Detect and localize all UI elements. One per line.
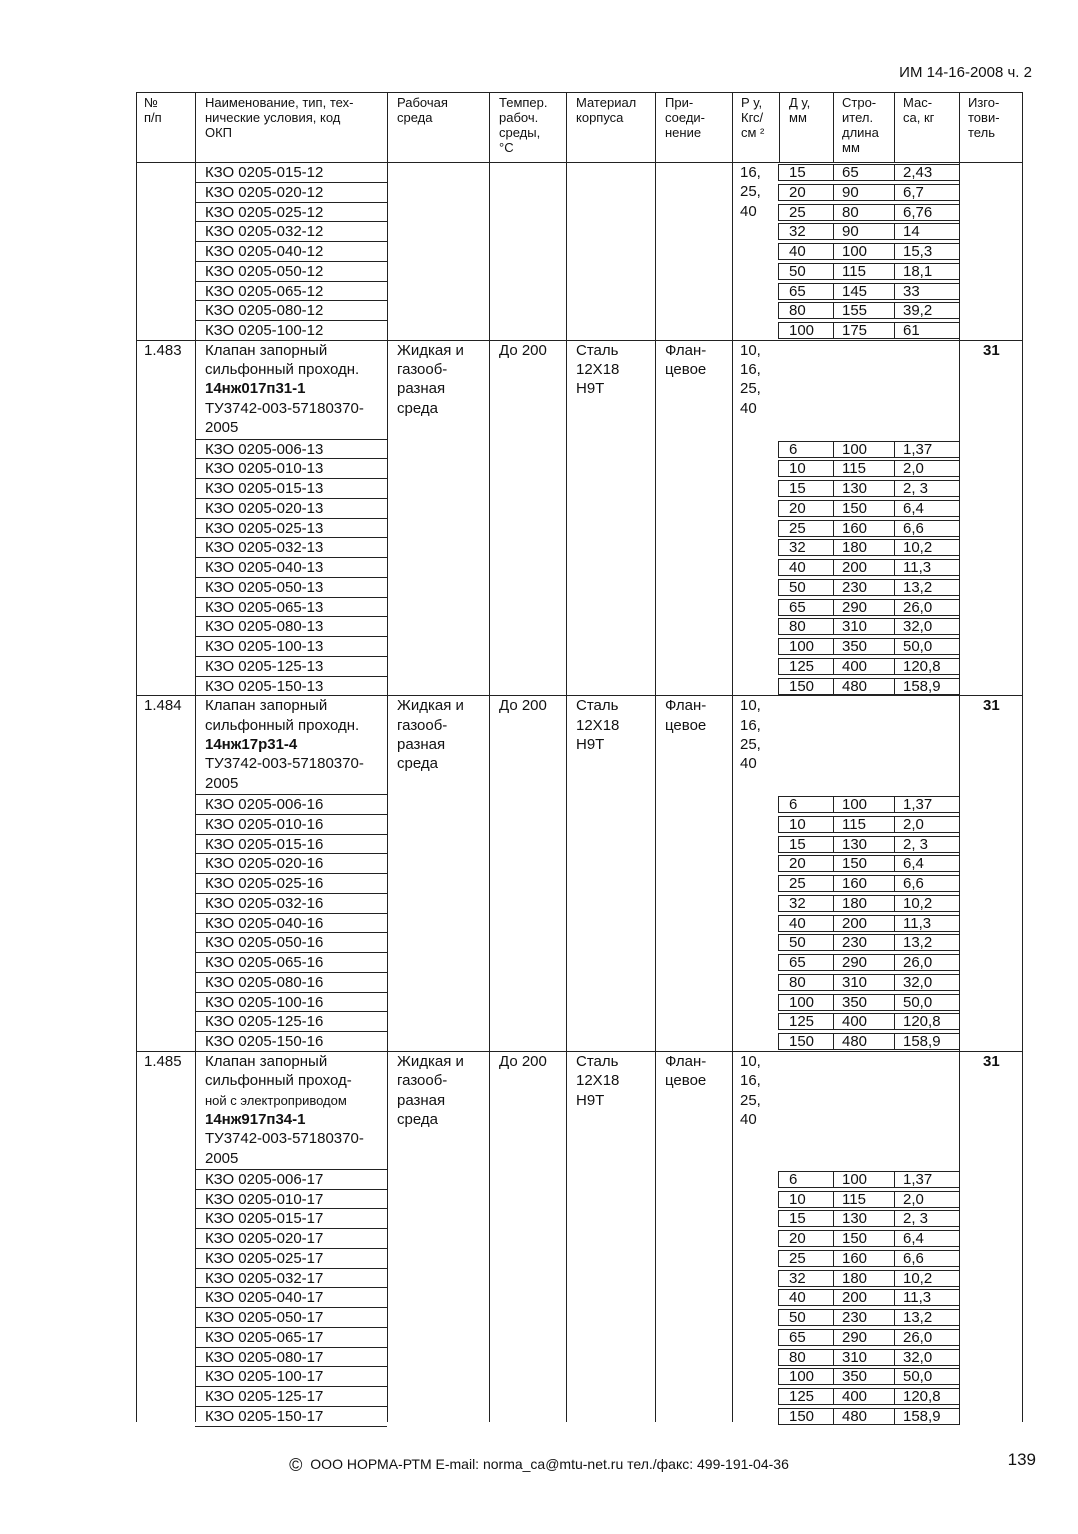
product-code: КЗО 0205-065-16 xyxy=(205,954,324,972)
mass-value: 6,7 xyxy=(903,183,924,201)
mass-value: 14 xyxy=(903,223,920,241)
construction-length: 150 xyxy=(842,1230,868,1248)
column-rule xyxy=(894,92,895,162)
mass-value: 26,0 xyxy=(903,1328,933,1346)
product-code: КЗО 0205-050-17 xyxy=(205,1309,324,1327)
product-code: КЗО 0205-025-17 xyxy=(205,1249,324,1267)
table-top-rule xyxy=(136,92,1022,93)
item-pressure: 10, 16, 25, 40 xyxy=(740,341,761,417)
mass-value: 11,3 xyxy=(903,914,932,932)
item-number: 1.483 xyxy=(144,341,182,359)
product-code: КЗО 0205-040-17 xyxy=(205,1289,324,1307)
dn-cell xyxy=(778,934,834,951)
construction-length: 160 xyxy=(842,1249,868,1267)
nominal-diameter: 20 xyxy=(789,1230,806,1248)
item-connection: Флан- цевое xyxy=(665,697,707,734)
nominal-diameter: 6 xyxy=(789,440,798,458)
nominal-diameter: 150 xyxy=(789,1033,815,1051)
product-code: КЗО 0205-015-16 xyxy=(205,835,324,853)
dn-cell xyxy=(778,480,834,497)
dn-cell xyxy=(778,1289,834,1306)
construction-length: 100 xyxy=(842,243,868,260)
product-code: КЗО 0205-050-12 xyxy=(205,262,324,280)
nominal-diameter: 50 xyxy=(789,578,806,596)
dn-cell xyxy=(778,875,834,892)
item-pressure: 16, 25, 40 xyxy=(740,164,761,220)
header-num: № п/п xyxy=(144,95,162,125)
dn-cell xyxy=(778,1171,834,1188)
item-maker: 31 xyxy=(983,1052,1000,1070)
dn-cell xyxy=(778,263,834,280)
dn-cell xyxy=(778,1230,834,1247)
item-name-line: Клапан запорный xyxy=(205,697,328,715)
product-code: КЗО 0205-010-17 xyxy=(205,1190,324,1208)
dn-cell xyxy=(778,855,834,872)
mass-value: 15,3 xyxy=(903,243,933,260)
construction-length: 310 xyxy=(842,1348,868,1366)
mass-value: 1,37 xyxy=(903,440,933,458)
product-code: КЗО 0205-032-16 xyxy=(205,894,324,912)
dn-cell xyxy=(778,302,834,319)
dn-cell xyxy=(778,460,834,477)
product-code: КЗО 0205-080-13 xyxy=(205,618,324,636)
construction-length: 90 xyxy=(842,183,859,201)
construction-length: 400 xyxy=(842,1388,868,1406)
construction-length: 200 xyxy=(842,1289,868,1307)
construction-length: 180 xyxy=(842,894,868,912)
nominal-diameter: 32 xyxy=(789,539,806,557)
mass-value: 13,2 xyxy=(903,1309,933,1327)
nominal-diameter: 15 xyxy=(789,1210,806,1228)
nominal-diameter: 125 xyxy=(789,1013,815,1031)
nominal-diameter: 40 xyxy=(789,243,806,260)
nominal-diameter: 25 xyxy=(789,875,806,893)
item-name-line: Клапан запорный xyxy=(205,1052,328,1070)
nominal-diameter: 65 xyxy=(789,1328,806,1346)
nominal-diameter: 65 xyxy=(789,598,806,616)
column-rule xyxy=(833,92,834,162)
item-specification-line: ТУ3742-003-57180370- xyxy=(205,755,364,773)
nominal-diameter: 20 xyxy=(789,183,806,201)
product-code: КЗО 0205-065-12 xyxy=(205,282,324,300)
header-connection: При- соеди- нение xyxy=(665,95,705,140)
item-temp: До 200 xyxy=(499,341,547,359)
item-specification-line: ТУ3742-003-57180370- xyxy=(205,399,364,417)
product-code: КЗО 0205-020-12 xyxy=(205,183,324,201)
product-code: КЗО 0205-006-17 xyxy=(205,1170,324,1188)
column-rule xyxy=(732,92,733,1422)
item-specification-line: 2005 xyxy=(205,419,239,437)
mass-value: 2,0 xyxy=(903,460,924,478)
construction-length: 115 xyxy=(842,262,866,280)
product-code: КЗО 0205-025-16 xyxy=(205,875,324,893)
construction-length: 230 xyxy=(842,934,868,952)
product-code: КЗО 0205-125-16 xyxy=(205,1013,324,1031)
mass-value: 6,4 xyxy=(903,855,924,873)
mass-value: 50,0 xyxy=(903,638,933,656)
product-code: КЗО 0205-015-13 xyxy=(205,480,324,498)
mass-value: 2, 3 xyxy=(903,835,929,853)
item-material: Сталь 12Х18 Н9Т xyxy=(576,341,620,398)
dn-cell xyxy=(778,283,834,300)
dn-cell xyxy=(778,1250,834,1267)
construction-length: 200 xyxy=(842,559,868,577)
product-code: КЗО 0205-050-16 xyxy=(205,934,324,952)
document-reference: ИМ 14-16-2008 ч. 2 xyxy=(899,64,1032,81)
item-medium: Жидкая и газооб- разная среда xyxy=(397,1052,464,1128)
mass-value: 61 xyxy=(903,322,920,339)
dn-cell xyxy=(778,539,834,556)
item-specification-line: 2005 xyxy=(205,774,239,792)
dn-cell xyxy=(778,796,834,813)
mass-value: 13,2 xyxy=(903,934,933,952)
product-code: КЗО 0205-050-13 xyxy=(205,578,324,596)
dn-cell xyxy=(778,915,834,932)
mass-value: 33 xyxy=(903,282,920,300)
item-type-designation: 14нж17р31-4 xyxy=(205,735,298,753)
construction-length: 100 xyxy=(842,1170,868,1188)
mass-value: 32,0 xyxy=(903,973,933,991)
product-code: КЗО 0205-010-13 xyxy=(205,460,324,478)
mass-value: 6,4 xyxy=(903,499,924,517)
header-name: Наименование, тип, тех- нические условия, код ОКП xyxy=(205,95,354,140)
item-connection: Флан- цевое xyxy=(665,1052,707,1090)
construction-length: 400 xyxy=(842,657,868,675)
product-code: КЗО 0205-100-16 xyxy=(205,993,324,1011)
construction-length: 310 xyxy=(842,618,868,636)
nominal-diameter: 32 xyxy=(789,223,806,241)
construction-length: 100 xyxy=(842,440,868,458)
nominal-diameter: 15 xyxy=(789,835,806,853)
product-code: КЗО 0205-080-17 xyxy=(205,1348,324,1366)
column-rule xyxy=(566,92,567,1422)
mass-value: 6,4 xyxy=(903,1230,924,1248)
nominal-diameter: 6 xyxy=(789,1170,798,1188)
nominal-diameter: 20 xyxy=(789,499,806,517)
item-material: Сталь 12Х18 Н9Т xyxy=(576,1052,620,1109)
nominal-diameter: 25 xyxy=(789,203,806,221)
product-code: КЗО 0205-006-16 xyxy=(205,796,324,814)
dn-cell xyxy=(778,204,834,221)
nominal-diameter: 15 xyxy=(789,480,806,498)
product-code: КЗО 0205-020-13 xyxy=(205,499,324,517)
mass-value: 18,1 xyxy=(903,262,933,280)
column-rule xyxy=(489,92,490,1422)
mass-value: 158,9 xyxy=(903,677,941,695)
product-code: КЗО 0205-150-16 xyxy=(205,1033,324,1051)
mass-value: 50,0 xyxy=(903,1368,933,1386)
header-material: Материал корпуса xyxy=(576,95,637,125)
nominal-diameter: 50 xyxy=(789,934,806,952)
nominal-diameter: 15 xyxy=(789,164,806,181)
item-number: 1.485 xyxy=(144,1052,182,1070)
mass-value: 2,43 xyxy=(903,164,933,181)
mass-value: 2,0 xyxy=(903,815,924,833)
footer xyxy=(0,1455,1078,1476)
item-number: 1.484 xyxy=(144,697,182,715)
specification-table xyxy=(136,92,1022,1425)
dn-cell xyxy=(778,816,834,833)
construction-length: 130 xyxy=(842,480,868,498)
construction-length: 400 xyxy=(842,1013,868,1031)
construction-length: 480 xyxy=(842,1033,868,1051)
dn-cell xyxy=(778,441,834,458)
product-code: КЗО 0205-020-16 xyxy=(205,855,324,873)
mass-value: 120,8 xyxy=(903,1388,941,1406)
dn-cell xyxy=(778,1349,834,1366)
nominal-diameter: 100 xyxy=(789,638,815,656)
mass-value: 6,76 xyxy=(903,203,933,221)
item-name-line: сильфонный проходн. xyxy=(205,716,360,734)
product-code: КЗО 0205-100-17 xyxy=(205,1368,324,1386)
nominal-diameter: 40 xyxy=(789,559,806,577)
mass-value: 13,2 xyxy=(903,578,933,596)
product-code: КЗО 0205-025-13 xyxy=(205,519,324,537)
construction-length: 290 xyxy=(842,954,868,972)
nominal-diameter: 50 xyxy=(789,1309,806,1327)
nominal-diameter: 80 xyxy=(789,973,806,991)
nominal-diameter: 10 xyxy=(789,460,806,478)
product-code: КЗО 0205-065-17 xyxy=(205,1328,324,1346)
column-rule xyxy=(387,92,388,1422)
mass-value: 39,2 xyxy=(903,302,933,320)
item-name-line: сильфонный проходн. xyxy=(205,361,360,379)
nominal-diameter: 100 xyxy=(789,1368,815,1386)
construction-length: 310 xyxy=(842,973,868,991)
construction-length: 350 xyxy=(842,993,868,1011)
construction-length: 480 xyxy=(842,677,868,695)
nominal-diameter: 40 xyxy=(789,914,806,932)
item-specification-line: 2005 xyxy=(205,1149,239,1167)
mass-value: 50,0 xyxy=(903,993,933,1011)
mass-value: 26,0 xyxy=(903,598,933,616)
item-pressure: 10, 16, 25, 40 xyxy=(740,697,761,773)
construction-length: 115 xyxy=(842,1190,866,1208)
item-connection: Флан- цевое xyxy=(665,341,707,379)
construction-length: 150 xyxy=(842,499,868,517)
product-code: КЗО 0205-125-13 xyxy=(205,657,324,675)
dn-cell xyxy=(778,1270,834,1287)
mass-value: 2,0 xyxy=(903,1190,924,1208)
item-name-line: Клапан запорный xyxy=(205,341,328,359)
mass-value: 32,0 xyxy=(903,1348,933,1366)
dn-cell xyxy=(778,184,834,201)
header-mass: Мас- са, кг xyxy=(903,95,935,125)
dn-cell xyxy=(778,164,834,181)
product-code: КЗО 0205-080-16 xyxy=(205,973,324,991)
dn-cell xyxy=(778,223,834,240)
nominal-diameter: 10 xyxy=(789,1190,806,1208)
nominal-diameter: 32 xyxy=(789,894,806,912)
code-row-rule xyxy=(195,1426,387,1427)
item-material: Сталь 12Х18 Н9Т xyxy=(576,697,620,753)
product-code: КЗО 0205-032-13 xyxy=(205,539,324,557)
item-name-line: сильфонный проход- xyxy=(205,1072,352,1090)
dn-cell xyxy=(778,579,834,596)
column-rule xyxy=(195,92,196,1422)
construction-length: 160 xyxy=(842,875,868,893)
construction-length: 65 xyxy=(842,164,859,181)
dn-cell xyxy=(778,836,834,853)
header-dn: Д у, мм xyxy=(789,95,811,125)
copyright-icon: © xyxy=(289,1455,303,1475)
item-maker: 31 xyxy=(983,697,1000,715)
dn-cell xyxy=(778,520,834,537)
nominal-diameter: 50 xyxy=(789,262,806,280)
construction-length: 350 xyxy=(842,1368,868,1386)
product-code: КЗО 0205-032-12 xyxy=(205,223,324,241)
item-pressure: 10, 16, 25, 40 xyxy=(740,1052,761,1128)
product-code: КЗО 0205-040-12 xyxy=(205,243,324,260)
mass-value: 158,9 xyxy=(903,1033,941,1051)
header-medium: Рабочая среда xyxy=(397,95,448,125)
mass-value: 6,6 xyxy=(903,875,924,893)
mass-value: 10,2 xyxy=(903,894,933,912)
mass-value: 120,8 xyxy=(903,1013,941,1031)
column-rule xyxy=(779,92,780,162)
construction-length: 130 xyxy=(842,835,868,853)
nominal-diameter: 80 xyxy=(789,302,806,320)
nominal-diameter: 100 xyxy=(789,322,815,339)
product-code: КЗО 0205-015-17 xyxy=(205,1210,324,1228)
product-code: КЗО 0205-100-13 xyxy=(205,638,324,656)
construction-length: 145 xyxy=(842,282,868,300)
mass-value: 2, 3 xyxy=(903,1210,929,1228)
column-rule xyxy=(655,92,656,1422)
nominal-diameter: 150 xyxy=(789,1407,815,1425)
footer-contacts: ООО НОРМА-РТМ E-mail: norma_ca@mtu-net.ru тел./факс: 499-191-04-36 xyxy=(310,1456,789,1472)
dn-cell xyxy=(778,974,834,991)
item-medium: Жидкая и газооб- разная среда xyxy=(397,697,464,773)
nominal-diameter: 25 xyxy=(789,1249,806,1267)
mass-value: 26,0 xyxy=(903,954,933,972)
nominal-diameter: 65 xyxy=(789,282,806,300)
construction-length: 130 xyxy=(842,1210,868,1228)
construction-length: 115 xyxy=(842,460,866,478)
item-temp: До 200 xyxy=(499,697,547,715)
nominal-diameter: 150 xyxy=(789,677,815,695)
mass-value: 158,9 xyxy=(903,1407,941,1425)
product-code: КЗО 0205-150-13 xyxy=(205,677,324,695)
nominal-diameter: 6 xyxy=(789,796,798,814)
dn-cell xyxy=(778,243,834,260)
construction-length: 290 xyxy=(842,598,868,616)
product-code: КЗО 0205-040-13 xyxy=(205,559,324,577)
product-code: КЗО 0205-125-17 xyxy=(205,1388,324,1406)
nominal-diameter: 25 xyxy=(789,519,806,537)
product-code: КЗО 0205-080-12 xyxy=(205,302,324,320)
nominal-diameter: 80 xyxy=(789,1348,806,1366)
construction-length: 115 xyxy=(842,815,866,833)
header-temp: Темпер. рабоч. среды, °С xyxy=(499,95,548,155)
product-code: КЗО 0205-025-12 xyxy=(205,203,324,221)
nominal-diameter: 20 xyxy=(789,855,806,873)
dn-cell xyxy=(778,559,834,576)
nominal-diameter: 40 xyxy=(789,1289,806,1307)
product-code: КЗО 0205-015-12 xyxy=(205,164,324,181)
construction-length: 175 xyxy=(842,322,868,339)
mass-value: 1,37 xyxy=(903,1170,933,1188)
mass-value: 1,37 xyxy=(903,796,933,814)
header-maker: Изго- тови- тель xyxy=(968,95,1000,140)
mass-value: 10,2 xyxy=(903,1269,933,1287)
dn-cell xyxy=(778,954,834,971)
mass-value: 10,2 xyxy=(903,539,933,557)
nominal-diameter: 32 xyxy=(789,1269,806,1287)
nominal-diameter: 100 xyxy=(789,993,815,1011)
product-code: КЗО 0205-032-17 xyxy=(205,1269,324,1287)
item-medium: Жидкая и газооб- разная среда xyxy=(397,341,464,417)
page-number: 139 xyxy=(1007,1450,1036,1469)
item-specification-line: ТУ3742-003-57180370- xyxy=(205,1130,364,1148)
product-code: КЗО 0205-020-17 xyxy=(205,1230,324,1248)
construction-length: 230 xyxy=(842,1309,868,1327)
dn-cell xyxy=(778,1210,834,1227)
mass-value: 6,6 xyxy=(903,519,924,537)
product-code: КЗО 0205-065-13 xyxy=(205,598,324,616)
construction-length: 90 xyxy=(842,223,859,241)
construction-length: 180 xyxy=(842,1269,868,1287)
header-length: Стро- ител. длина мм xyxy=(842,95,879,155)
dn-cell xyxy=(778,895,834,912)
nominal-diameter: 10 xyxy=(789,815,806,833)
construction-length: 480 xyxy=(842,1407,868,1425)
column-rule xyxy=(136,92,137,1422)
construction-length: 80 xyxy=(842,203,859,221)
item-name-line: ной с электроприводом xyxy=(205,1092,347,1108)
dn-cell xyxy=(778,618,834,635)
item-type-designation: 14нж917п34-1 xyxy=(205,1110,306,1128)
construction-length: 200 xyxy=(842,914,868,932)
column-rule xyxy=(1022,92,1023,1422)
nominal-diameter: 125 xyxy=(789,657,815,675)
mass-value: 6,6 xyxy=(903,1249,924,1267)
mass-value: 11,3 xyxy=(903,1289,932,1307)
item-maker: 31 xyxy=(983,341,1000,359)
construction-length: 160 xyxy=(842,519,868,537)
construction-length: 290 xyxy=(842,1328,868,1346)
dn-cell xyxy=(778,500,834,517)
product-code: КЗО 0205-100-12 xyxy=(205,322,324,339)
construction-length: 155 xyxy=(842,302,868,320)
construction-length: 230 xyxy=(842,578,868,596)
nominal-diameter: 65 xyxy=(789,954,806,972)
dn-cell xyxy=(778,599,834,616)
dn-cell xyxy=(778,1309,834,1326)
header-pressure: Р у, Кгс/ см ² xyxy=(741,95,765,140)
nominal-diameter: 80 xyxy=(789,618,806,636)
construction-length: 350 xyxy=(842,638,868,656)
mass-value: 2, 3 xyxy=(903,480,929,498)
construction-length: 150 xyxy=(842,855,868,873)
item-type-designation: 14нж017п31-1 xyxy=(205,380,306,398)
mass-value: 120,8 xyxy=(903,657,941,675)
product-code: КЗО 0205-040-16 xyxy=(205,914,324,932)
construction-length: 180 xyxy=(842,539,868,557)
product-code: КЗО 0205-006-13 xyxy=(205,440,324,458)
dn-cell xyxy=(778,1329,834,1346)
product-code: КЗО 0205-150-17 xyxy=(205,1407,324,1425)
construction-length: 100 xyxy=(842,796,868,814)
item-temp: До 200 xyxy=(499,1052,547,1070)
product-code: КЗО 0205-010-16 xyxy=(205,815,324,833)
mass-value: 32,0 xyxy=(903,618,933,636)
dn-cell xyxy=(778,1191,834,1208)
mass-value: 11,3 xyxy=(903,559,932,577)
nominal-diameter: 125 xyxy=(789,1388,815,1406)
